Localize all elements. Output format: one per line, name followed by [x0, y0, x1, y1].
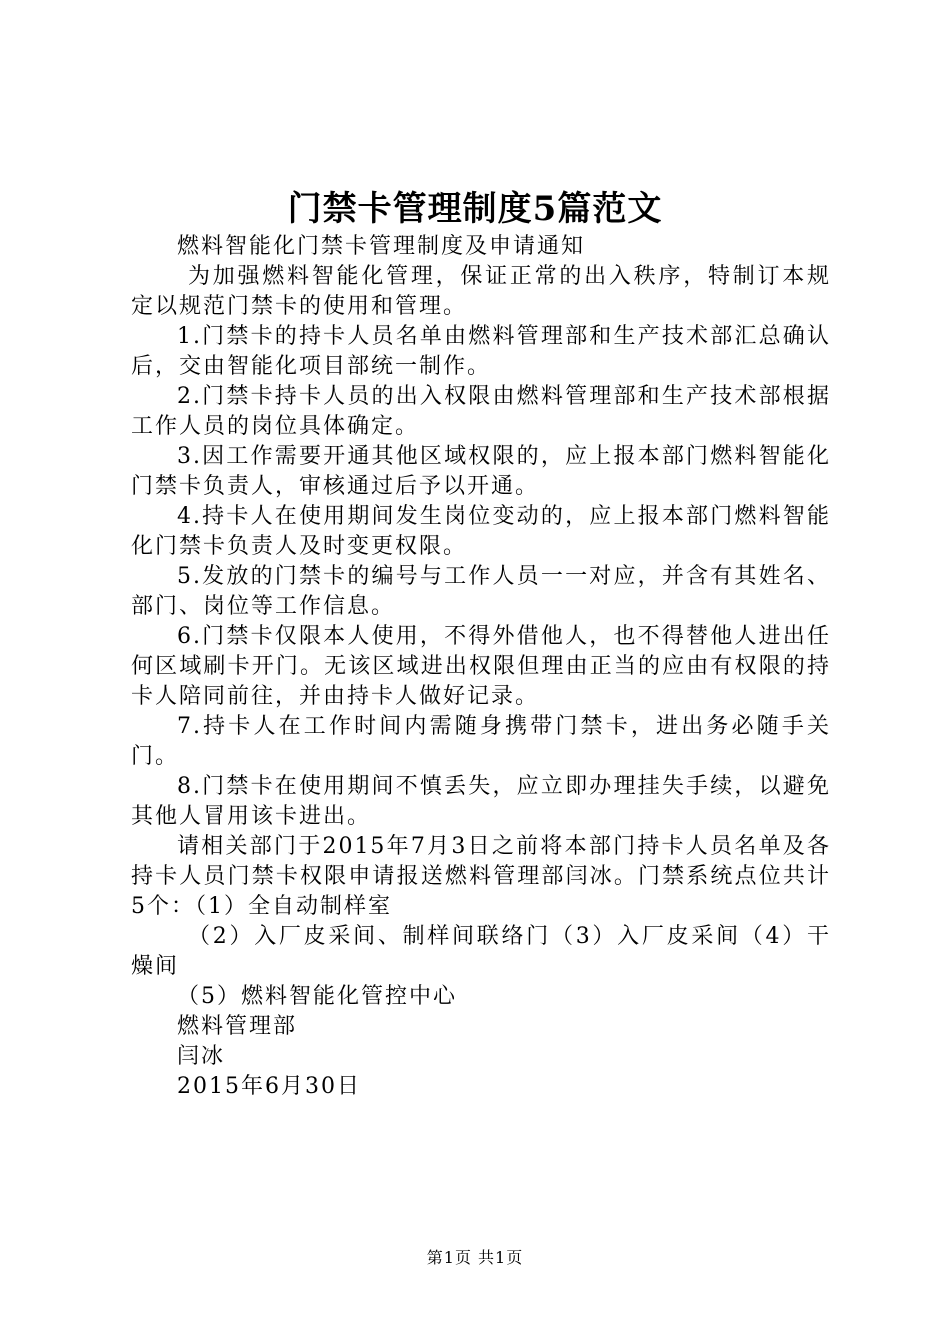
points-2-4: （2）入厂皮采间、制样间联络门（3）入厂皮采间（4）干燥间 — [131, 924, 831, 979]
request-paragraph: 请相关部门于2015年7月3日之前将本部门持卡人员名单及各持卡人员门禁卡权限申请报送燃料管理部闫冰。门禁系统点位共计5个：（1）全自动制样室 — [131, 834, 831, 919]
rule-7: 7.持卡人在工作时间内需随身携带门禁卡，进出务必随手关门。 — [131, 714, 831, 769]
rule-5: 5.发放的门禁卡的编号与工作人员一一对应，并含有其姓名、部门、岗位等工作信息。 — [131, 564, 831, 619]
notice-subtitle: 燃料智能化门禁卡管理制度及申请通知 — [177, 234, 586, 259]
signature-department: 燃料管理部 — [177, 1014, 298, 1039]
intro-paragraph: 为加强燃料智能化管理，保证正常的出入秩序，特制订本规定以规范门禁卡的使用和管理。 — [131, 264, 831, 319]
document-body — [131, 232, 831, 1102]
rule-8: 8.门禁卡在使用期间不慎丢失，应立即办理挂失手续，以避免其他人冒用该卡进出。 — [131, 774, 831, 829]
points-5: （5）燃料智能化管控中心 — [177, 984, 457, 1009]
signature-name: 闫冰 — [177, 1044, 226, 1069]
rule-3: 3.因工作需要开通其他区域权限的，应上报本部门燃料智能化门禁卡负责人，审核通过后予以开通。 — [131, 444, 831, 499]
rule-6: 6.门禁卡仅限本人使用，不得外借他人，也不得替他人进出任何区域刷卡开门。无该区域进出权限但理由正当的应由有权限的持卡人陪同前往，并由持卡人做好记录。 — [131, 624, 831, 709]
rule-2: 2.门禁卡持卡人员的出入权限由燃料管理部和生产技术部根据工作人员的岗位具体确定。 — [131, 384, 831, 439]
document-title: 门禁卡管理制度5篇范文 — [287, 189, 663, 229]
page-footer: 第1页 共1页 — [426, 1248, 524, 1267]
rule-1: 1.门禁卡的持卡人员名单由燃料管理部和生产技术部汇总确认后，交由智能化项目部统一制作。 — [131, 324, 831, 379]
rule-4: 4.持卡人在使用期间发生岗位变动的，应上报本部门燃料智能化门禁卡负责人及时变更权限。 — [131, 504, 831, 559]
signature-date: 2015年6月30日 — [177, 1074, 361, 1099]
